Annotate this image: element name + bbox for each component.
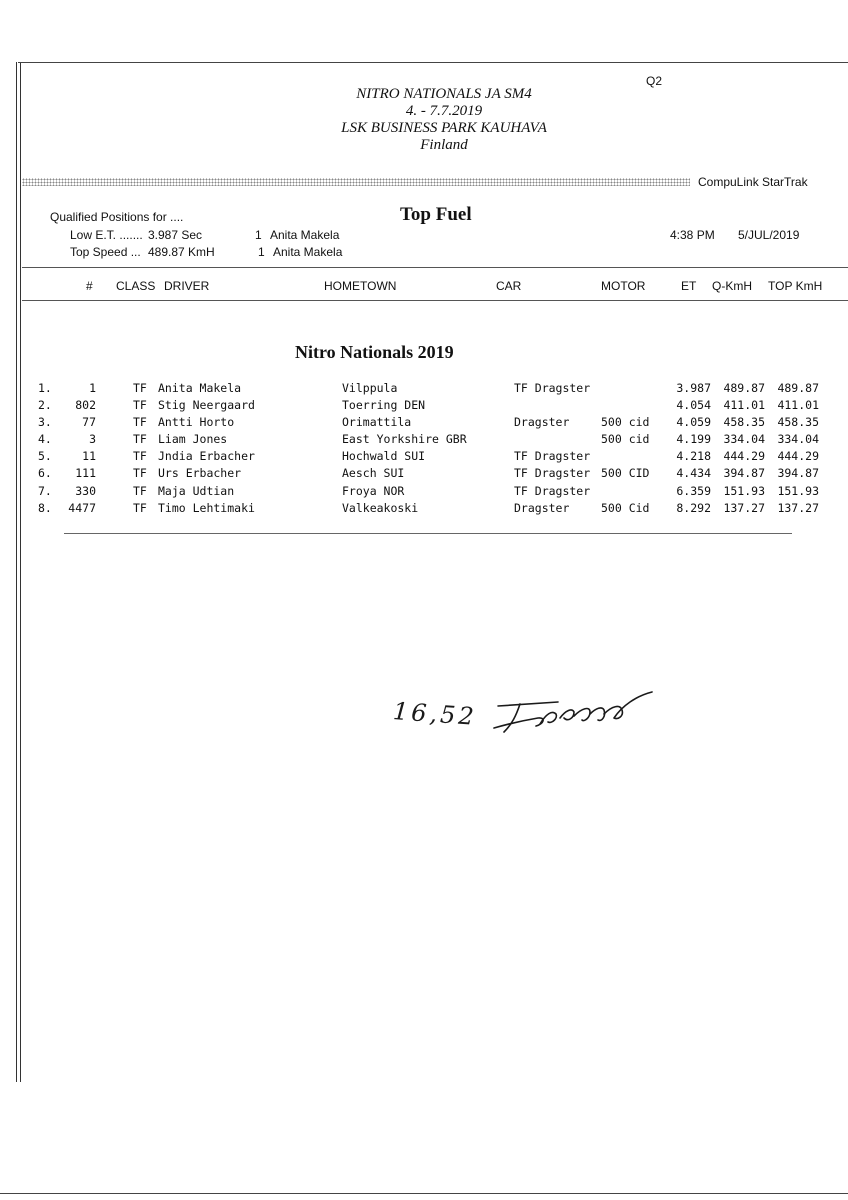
table-end-rule [64, 533, 792, 534]
row-qkmh: 489.87 [723, 381, 765, 395]
row-hometown: Orimattila [342, 415, 412, 429]
left-margin-line [16, 62, 17, 1082]
col-driver: DRIVER [164, 279, 210, 293]
row-hometown: Hochwald SUI [342, 449, 426, 463]
dotted-separator [22, 178, 690, 186]
row-car: TF Dragster [514, 449, 591, 463]
event-country: Finland [420, 137, 468, 153]
table-row [0, 484, 848, 501]
col-topkmh: TOP KmH [768, 279, 823, 293]
row-number: 4477 [68, 501, 96, 515]
col-et: ET [681, 279, 697, 293]
row-position: 5. [38, 449, 52, 463]
row-car: TF Dragster [514, 381, 591, 395]
row-motor: 500 cid [601, 415, 650, 429]
top-border [18, 62, 848, 63]
table-row [0, 415, 848, 432]
left-margin-line-inner [20, 62, 21, 1082]
row-driver: Liam Jones [158, 432, 228, 446]
row-class: TF [133, 432, 147, 446]
row-number: 111 [75, 466, 96, 480]
row-position: 1. [38, 381, 52, 395]
row-number: 11 [82, 449, 96, 463]
branding-text: CompuLink StarTrak [698, 175, 808, 189]
table-row [0, 449, 848, 466]
report-date: 5/JUL/2019 [738, 228, 800, 242]
row-number: 3 [89, 432, 96, 446]
row-class: TF [133, 449, 147, 463]
session-label: Q2 [646, 74, 663, 88]
row-driver: Timo Lehtimaki [158, 501, 255, 515]
table-row [0, 398, 848, 415]
row-class: TF [133, 501, 147, 515]
row-topkmh: 394.87 [777, 466, 819, 480]
event-venue: LSK BUSINESS PARK KAUHAVA [341, 120, 547, 136]
col-class: CLASS [116, 279, 156, 293]
row-class: TF [133, 398, 147, 412]
class-title: Top Fuel [400, 204, 472, 225]
row-class: TF [133, 484, 147, 498]
row-qkmh: 137.27 [723, 501, 765, 515]
table-row [0, 381, 848, 398]
row-hometown: East Yorkshire GBR [342, 432, 467, 446]
section-title: Nitro Nationals 2019 [295, 342, 454, 362]
header-rule-bottom [22, 300, 848, 301]
row-number: 1 [89, 381, 96, 395]
row-et: 8.292 [676, 501, 711, 515]
row-topkmh: 444.29 [777, 449, 819, 463]
row-qkmh: 458.35 [723, 415, 765, 429]
row-driver: Maja Udtian [158, 484, 235, 498]
table-row [0, 432, 848, 449]
row-number: 330 [75, 484, 96, 498]
row-position: 6. [38, 466, 52, 480]
low-et-label: Low E.T. ....... [70, 228, 143, 242]
row-et: 6.359 [676, 484, 711, 498]
row-topkmh: 137.27 [777, 501, 819, 515]
top-speed-label: Top Speed ... [70, 245, 141, 259]
row-et: 4.199 [676, 432, 711, 446]
row-motor: 500 cid [601, 432, 650, 446]
row-et: 4.054 [676, 398, 711, 412]
row-number: 77 [82, 415, 96, 429]
row-driver: Jndia Erbacher [158, 449, 255, 463]
row-driver: Urs Erbacher [158, 466, 242, 480]
row-position: 4. [38, 432, 52, 446]
row-topkmh: 334.04 [777, 432, 819, 446]
row-qkmh: 394.87 [723, 466, 765, 480]
row-class: TF [133, 381, 147, 395]
low-et-value: 3.987 Sec [148, 228, 203, 242]
row-driver: Antti Horto [158, 415, 235, 429]
header-rule-top [22, 267, 848, 268]
row-hometown: Froya NOR [342, 484, 405, 498]
table-row [0, 466, 848, 483]
row-topkmh: 458.35 [777, 415, 819, 429]
row-driver: Anita Makela [158, 381, 242, 395]
col-motor: MOTOR [601, 279, 646, 293]
col-qkmh: Q-KmH [712, 279, 752, 293]
row-hometown: Toerring DEN [342, 398, 426, 412]
col-hometown: HOMETOWN [324, 279, 397, 293]
top-speed-driver: Anita Makela [273, 245, 343, 259]
row-hometown: Vilppula [342, 381, 398, 395]
low-et-driver: Anita Makela [270, 228, 340, 242]
row-car: Dragster [514, 501, 570, 515]
row-qkmh: 444.29 [723, 449, 765, 463]
table-row [0, 501, 848, 518]
row-hometown: Aesch SUI [342, 466, 405, 480]
row-qkmh: 151.93 [723, 484, 765, 498]
row-qkmh: 334.04 [723, 432, 765, 446]
bottom-border [0, 1193, 848, 1194]
row-position: 3. [38, 415, 52, 429]
row-motor: 500 Cid [601, 501, 650, 515]
row-position: 8. [38, 501, 52, 515]
row-car: TF Dragster [514, 484, 591, 498]
row-class: TF [133, 415, 147, 429]
row-number: 802 [75, 398, 96, 412]
report-time: 4:38 PM [670, 228, 715, 242]
low-et-num: 1 [255, 228, 262, 242]
top-speed-num: 1 [258, 245, 265, 259]
signature-graphic [486, 688, 666, 748]
event-title: NITRO NATIONALS JA SM4 [356, 86, 532, 102]
row-et: 4.434 [676, 466, 711, 480]
row-topkmh: 151.93 [777, 484, 819, 498]
row-hometown: Valkeakoski [342, 501, 419, 515]
top-speed-value: 489.87 KmH [148, 245, 215, 259]
row-class: TF [133, 466, 147, 480]
event-dates: 4. - 7.7.2019 [405, 103, 483, 119]
row-position: 2. [38, 398, 52, 412]
row-et: 4.218 [676, 449, 711, 463]
col-num: # [86, 279, 93, 293]
row-et: 3.987 [676, 381, 711, 395]
row-motor: 500 CID [601, 466, 650, 480]
row-qkmh: 411.01 [723, 398, 765, 412]
row-topkmh: 411.01 [777, 398, 819, 412]
row-car: TF Dragster [514, 466, 591, 480]
row-et: 4.059 [676, 415, 711, 429]
row-position: 7. [38, 484, 52, 498]
col-car: CAR [496, 279, 522, 293]
qualified-label: Qualified Positions for .... [50, 210, 184, 224]
handwritten-note: 16,52 [392, 697, 478, 731]
row-topkmh: 489.87 [777, 381, 819, 395]
row-driver: Stig Neergaard [158, 398, 255, 412]
row-car: Dragster [514, 415, 570, 429]
